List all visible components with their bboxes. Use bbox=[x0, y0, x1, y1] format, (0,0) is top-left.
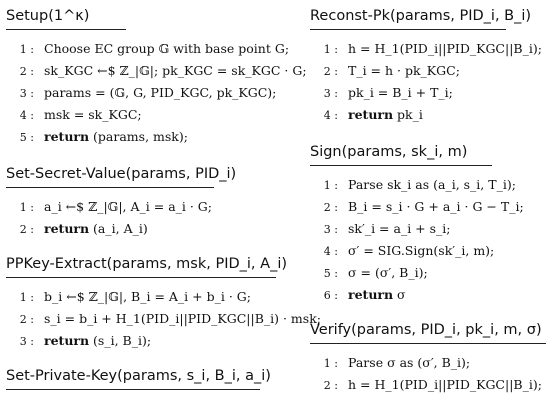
set-secret-value-algorithm bbox=[0, 148, 292, 240]
step-row bbox=[0, 82, 292, 104]
step-row bbox=[304, 104, 550, 126]
step-text: msk = sk_KGC; bbox=[44, 107, 142, 122]
step-list bbox=[304, 38, 550, 126]
algorithm-title: Set-Private-Key(params, s_i, B_i, a_i) bbox=[6, 368, 271, 384]
step-number: 2 : bbox=[19, 223, 34, 236]
step-text: sk′_i = a_i + s_i; bbox=[348, 221, 451, 236]
step-text: σ′ = SIG.Sign(sk′_i, m); bbox=[348, 243, 495, 258]
right-column bbox=[304, 0, 550, 396]
algorithm-title: Reconst-Pk(params, PID_i, B_i) bbox=[310, 8, 532, 24]
step-number: 2 : bbox=[323, 65, 338, 78]
step-number: 4 : bbox=[19, 109, 34, 122]
verify-algorithm bbox=[304, 306, 550, 396]
step-number: 1 : bbox=[323, 43, 338, 56]
step-number: 5 : bbox=[19, 131, 34, 144]
step-number: 3 : bbox=[323, 87, 338, 100]
step-row bbox=[304, 284, 550, 306]
step-text: return σ bbox=[348, 287, 406, 302]
step-row bbox=[0, 286, 292, 308]
step-list bbox=[0, 286, 321, 352]
step-row bbox=[304, 174, 550, 196]
step-text: sk_KGC ←$ ℤ_|𝔾|; pk_KGC = sk_KGC · G; bbox=[44, 63, 307, 78]
step-text: h = H_1(PID_i||PID_KGC||B_i); bbox=[348, 377, 542, 392]
step-row bbox=[0, 38, 292, 60]
step-number: 2 : bbox=[323, 379, 338, 392]
step-number: 3 : bbox=[19, 87, 34, 100]
step-number: 4 : bbox=[323, 109, 338, 122]
algorithm-title: Setup(1^κ) bbox=[6, 8, 90, 24]
step-number: 2 : bbox=[19, 313, 34, 326]
step-text: b_i ←$ ℤ_|𝔾|, B_i = A_i + b_i · G; bbox=[44, 289, 251, 304]
step-text: pk_i = B_i + T_i; bbox=[348, 85, 453, 100]
algorithm-title: Set-Secret-Value(params, PID_i) bbox=[6, 166, 237, 182]
step-text: Choose EC group 𝔾 with base point G; bbox=[44, 41, 290, 56]
step-row bbox=[304, 352, 550, 374]
step-text: B_i = s_i · G + a_i · G − T_i; bbox=[348, 199, 524, 214]
step-row bbox=[304, 82, 550, 104]
step-text: a_i ←$ ℤ_|𝔾|, A_i = a_i · G; bbox=[44, 199, 213, 214]
set-private-key-algorithm bbox=[0, 352, 292, 390]
step-row bbox=[0, 330, 292, 352]
title-rule bbox=[6, 389, 260, 390]
step-number: 2 : bbox=[323, 201, 338, 214]
algorithm-title: Verify(params, PID_i, pk_i, m, σ) bbox=[310, 322, 542, 338]
step-text: Parse sk_i as (a_i, s_i, T_i); bbox=[348, 177, 516, 192]
step-text: return (params, msk); bbox=[44, 129, 188, 144]
step-text: h = H_1(PID_i||PID_KGC||B_i); bbox=[348, 41, 542, 56]
step-number: 1 : bbox=[323, 357, 338, 370]
step-text: return (s_i, B_i); bbox=[44, 333, 152, 348]
step-text: T_i = h · pk_KGC; bbox=[348, 63, 460, 78]
title-rule bbox=[6, 187, 214, 188]
step-list bbox=[304, 352, 550, 396]
sign-algorithm bbox=[304, 126, 550, 306]
step-number: 1 : bbox=[323, 179, 338, 192]
title-rule bbox=[310, 29, 506, 30]
step-row bbox=[0, 196, 292, 218]
step-row bbox=[304, 374, 550, 396]
step-row bbox=[304, 262, 550, 284]
step-text: Parse σ as (σ′, B_i); bbox=[348, 355, 471, 370]
step-number: 3 : bbox=[323, 223, 338, 236]
title-rule bbox=[6, 277, 276, 278]
step-text: s_i = b_i + H_1(PID_i||PID_KGC||B_i) · msk; bbox=[44, 311, 321, 326]
step-text: params = (𝔾, G, PID_KGC, pk_KGC); bbox=[44, 85, 277, 100]
step-row bbox=[304, 218, 550, 240]
setup-algorithm bbox=[0, 0, 307, 148]
step-row bbox=[0, 104, 292, 126]
step-text: return pk_i bbox=[348, 107, 423, 122]
step-number: 1 : bbox=[19, 291, 34, 304]
step-number: 6 : bbox=[323, 289, 338, 302]
step-number: 4 : bbox=[323, 245, 338, 258]
title-rule bbox=[310, 343, 546, 344]
algorithm-title: Sign(params, sk_i, m) bbox=[310, 144, 468, 160]
step-row bbox=[304, 60, 550, 82]
reconst-pk-algorithm bbox=[304, 0, 550, 126]
algorithm-title: PPKey-Extract(params, msk, PID_i, A_i) bbox=[6, 256, 288, 272]
step-number: 5 : bbox=[323, 267, 338, 280]
step-row bbox=[304, 196, 550, 218]
step-list bbox=[0, 38, 307, 148]
step-list bbox=[304, 174, 550, 306]
title-rule bbox=[6, 29, 126, 30]
step-row bbox=[0, 126, 292, 148]
step-number: 1 : bbox=[19, 201, 34, 214]
step-number: 3 : bbox=[19, 335, 34, 348]
step-row bbox=[0, 60, 307, 82]
step-row bbox=[304, 240, 550, 262]
title-rule bbox=[310, 165, 492, 166]
step-number: 2 : bbox=[19, 65, 34, 78]
step-row bbox=[0, 218, 292, 240]
step-list bbox=[0, 196, 292, 240]
ppkey-extract-algorithm bbox=[0, 240, 321, 352]
step-row bbox=[0, 308, 321, 330]
step-text: σ = (σ′, B_i); bbox=[348, 265, 428, 280]
step-text: return (a_i, A_i) bbox=[44, 221, 148, 236]
step-row bbox=[304, 38, 550, 60]
step-number: 1 : bbox=[19, 43, 34, 56]
